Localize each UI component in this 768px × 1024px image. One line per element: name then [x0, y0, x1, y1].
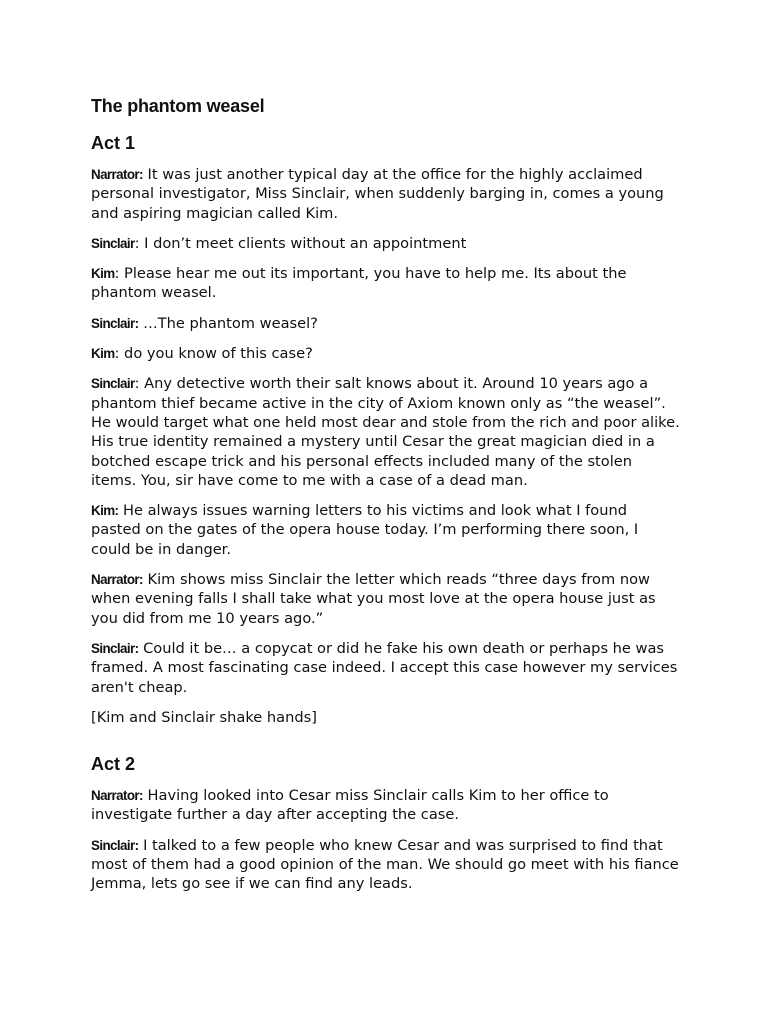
dialogue-text: It was just another typical day at the office for the highly acclaimed personal investigator, Miss Sinclair, when suddenly barging in, comes a young and aspiring magician called Kim. — [91, 166, 664, 222]
dialogue-text: He always issues warning letters to his victims and look what I found pasted on the gates of the opera house today. I’m performing there soon, I could be in danger. — [91, 502, 639, 558]
dialogue-text: Could it be… a copycat or did he fake his own death or perhaps he was framed. A most fascinating case indeed. I accept this case however my services aren't cheap. — [91, 639, 678, 696]
script-line — [91, 786, 681, 825]
script-line — [91, 314, 681, 333]
dialogue-text: Kim shows miss Sinclair the letter which reads “three days from now when evening falls I shall take what you most love at the opera house just as you did from me 10 years ago.” — [91, 571, 656, 627]
dialogue-text: Having looked into Cesar miss Sinclair calls Kim to her office to investigate further a day after accepting the case. — [91, 787, 609, 824]
speaker-name: Sinclair: — [91, 837, 139, 853]
script-line — [91, 374, 681, 490]
speaker-name: Kim: — [91, 503, 119, 519]
speaker-name: Sinclair: — [91, 640, 139, 656]
script-line — [91, 165, 681, 223]
act-2-heading: Act 2 — [91, 754, 136, 775]
dialogue-text: …The phantom weasel? — [138, 314, 318, 332]
speaker-name: Sinclair — [91, 235, 135, 251]
script-line — [91, 639, 681, 697]
dialogue-text: : do you know of this case? — [114, 345, 313, 363]
speaker-name: Narrator: — [91, 167, 143, 182]
dialogue-text: : Any detective worth their salt knows about it. Around 10 years ago a phantom thief became active in the city of Axiom known only as “the weasel”. He would target what one held most dear and stole from the rich and poor alike. His true identity remained a mystery until Cesar the great magician died in a botched escape trick and his personal effects included many of the stolen items. You, sir have come to me with a case of a dead man. — [91, 375, 680, 489]
script-line — [91, 501, 681, 559]
dialogue-text: : I don’t meet clients without an appointment — [134, 234, 467, 252]
speaker-name: Narrator: — [91, 788, 143, 804]
document-page — [91, 95, 681, 905]
dialogue-text: I talked to a few people who knew Cesar and was surprised to find that most of them had a good opinion of the man. We should go meet with his fiance Jemma, lets go see if we can find any leads. — [91, 836, 679, 893]
document-title: The phantom weasel — [91, 96, 265, 116]
speaker-name: Kim — [91, 346, 115, 362]
script-line — [91, 344, 681, 363]
speaker-name: Narrator: — [91, 572, 143, 588]
script-line — [91, 570, 681, 628]
speaker-name: Kim — [91, 266, 115, 282]
speaker-name: Sinclair: — [91, 315, 139, 331]
speaker-name: Sinclair — [91, 376, 135, 392]
script-line — [91, 836, 681, 894]
act-1-heading: Act 1 — [91, 133, 136, 153]
stage-direction-text: [Kim and Sinclair shake hands] — [91, 708, 317, 726]
script-line — [91, 234, 681, 253]
script-line — [91, 264, 681, 303]
dialogue-text: : Please hear me out its important, you have to help me. Its about the phantom weasel. — [91, 265, 627, 302]
stage-direction — [91, 708, 681, 727]
